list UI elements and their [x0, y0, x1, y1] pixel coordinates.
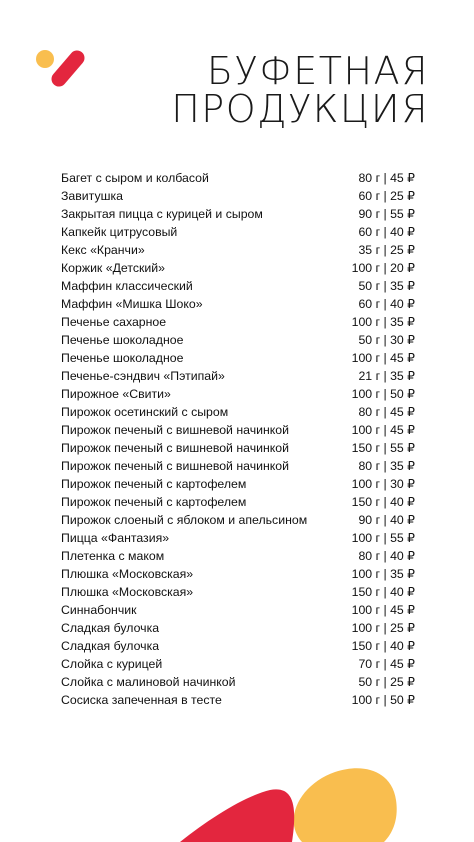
item-name: Синнабончик: [61, 603, 137, 617]
menu-item: [61, 313, 415, 331]
item-price: 60 г | 25 ₽: [358, 189, 415, 203]
menu-item: [61, 421, 415, 439]
item-name: Плетенка с маком: [61, 549, 165, 563]
menu-item: [61, 565, 415, 583]
item-price: 60 г | 40 ₽: [358, 225, 415, 239]
menu-item: [61, 457, 415, 475]
title-line-1: БУФЕТНАЯ: [206, 49, 429, 93]
menu-item: [61, 259, 415, 277]
item-price: 80 г | 35 ₽: [358, 459, 415, 473]
item-name: Печенье шоколадное: [61, 351, 184, 365]
item-name: Слойка с малиновой начинкой: [61, 675, 236, 689]
item-name: Слойка с курицей: [61, 657, 163, 671]
logo-red-stroke: [59, 58, 77, 79]
menu-item: [61, 169, 415, 187]
item-name: Пицца «Фантазия»: [61, 531, 170, 545]
menu-item: [61, 655, 415, 673]
menu-item: [61, 691, 415, 709]
item-name: Пирожок печеный с вишневой начинкой: [61, 459, 289, 473]
item-name: Пирожок слоеный с яблоком и апельсином: [61, 513, 308, 527]
item-price: 80 г | 45 ₽: [358, 405, 415, 419]
item-price: 60 г | 40 ₽: [358, 297, 415, 311]
item-name: Пирожное «Свити»: [61, 387, 171, 401]
item-name: Печенье шоколадное: [61, 333, 184, 347]
item-price: 100 г | 45 ₽: [351, 423, 415, 437]
item-price: 21 г | 35 ₽: [358, 369, 415, 383]
item-name: Маффин классический: [61, 279, 193, 293]
item-price: 50 г | 30 ₽: [358, 333, 415, 347]
title-line-2: ПРОДУКЦИЯ: [171, 87, 429, 131]
item-price: 100 г | 35 ₽: [351, 567, 415, 581]
item-price: 150 г | 55 ₽: [351, 441, 415, 455]
item-name: Плюшка «Московская»: [61, 567, 194, 581]
item-price: 50 г | 25 ₽: [358, 675, 415, 689]
item-name: Сладкая булочка: [61, 621, 160, 635]
menu-item: [61, 583, 415, 601]
item-price: 90 г | 40 ₽: [358, 513, 415, 527]
item-name: Закрытая пицца с курицей и сыром: [61, 207, 263, 221]
menu-item: [61, 439, 415, 457]
menu-item: [61, 601, 415, 619]
menu-item: [61, 385, 415, 403]
item-price: 100 г | 30 ₽: [351, 477, 415, 491]
item-price: 150 г | 40 ₽: [351, 585, 415, 599]
menu-item: [61, 619, 415, 637]
item-name: Маффин «Мишка Шоко»: [61, 297, 203, 311]
item-price: 90 г | 55 ₽: [358, 207, 415, 221]
item-price: 35 г | 25 ₽: [358, 243, 415, 257]
item-name: Багет с сыром и колбасой: [61, 171, 209, 185]
menu-item: [61, 637, 415, 655]
menu-item: [61, 277, 415, 295]
item-price: 70 г | 45 ₽: [358, 657, 415, 671]
item-name: Пирожок осетинский с сыром: [61, 405, 229, 419]
page-title: [171, 49, 429, 131]
item-price: 100 г | 55 ₽: [351, 531, 415, 545]
item-price: 100 г | 20 ₽: [351, 261, 415, 275]
item-price: 80 г | 45 ₽: [358, 171, 415, 185]
menu-item: [61, 331, 415, 349]
item-name: Печенье сахарное: [61, 315, 167, 329]
item-name: Сладкая булочка: [61, 639, 160, 653]
decorative-blobs: [170, 760, 474, 842]
price-list: [61, 169, 415, 709]
menu-item: [61, 205, 415, 223]
menu-item: [61, 529, 415, 547]
item-name: Кекс «Кранчи»: [61, 243, 145, 257]
item-price: 100 г | 50 ₽: [351, 693, 415, 707]
menu-item: [61, 547, 415, 565]
menu-item: [61, 349, 415, 367]
menu-item: [61, 367, 415, 385]
item-name: Коржик «Детский»: [61, 261, 165, 275]
yellow-blob: [294, 768, 397, 842]
menu-item: [61, 241, 415, 259]
item-price: 100 г | 35 ₽: [351, 315, 415, 329]
menu-item: [61, 223, 415, 241]
item-name: Пирожок печеный с картофелем: [61, 495, 247, 509]
item-price: 80 г | 40 ₽: [358, 549, 415, 563]
red-blob: [180, 789, 294, 842]
item-name: Пирожок печеный с вишневой начинкой: [61, 423, 289, 437]
item-price: 100 г | 45 ₽: [351, 603, 415, 617]
menu-item: [61, 493, 415, 511]
item-price: 50 г | 35 ₽: [358, 279, 415, 293]
item-price: 100 г | 50 ₽: [351, 387, 415, 401]
menu-item: [61, 403, 415, 421]
menu-item: [61, 673, 415, 691]
item-name: Плюшка «Московская»: [61, 585, 194, 599]
menu-item: [61, 187, 415, 205]
menu-item: [61, 295, 415, 313]
item-price: 100 г | 25 ₽: [351, 621, 415, 635]
brand-logo-icon: [34, 46, 90, 90]
item-name: Сосиска запеченная в тесте: [61, 693, 222, 707]
item-name: Пирожок печеный с вишневой начинкой: [61, 441, 289, 455]
menu-item: [61, 475, 415, 493]
item-name: Завитушка: [61, 189, 123, 203]
item-price: 150 г | 40 ₽: [351, 639, 415, 653]
item-price: 150 г | 40 ₽: [351, 495, 415, 509]
item-name: Капкейк цитрусовый: [61, 225, 178, 239]
item-name: Пирожок печеный с картофелем: [61, 477, 247, 491]
item-price: 100 г | 45 ₽: [351, 351, 415, 365]
item-name: Печенье-сэндвич «Пэтипай»: [61, 369, 225, 383]
logo-yellow-dot: [36, 50, 54, 68]
menu-item: [61, 511, 415, 529]
